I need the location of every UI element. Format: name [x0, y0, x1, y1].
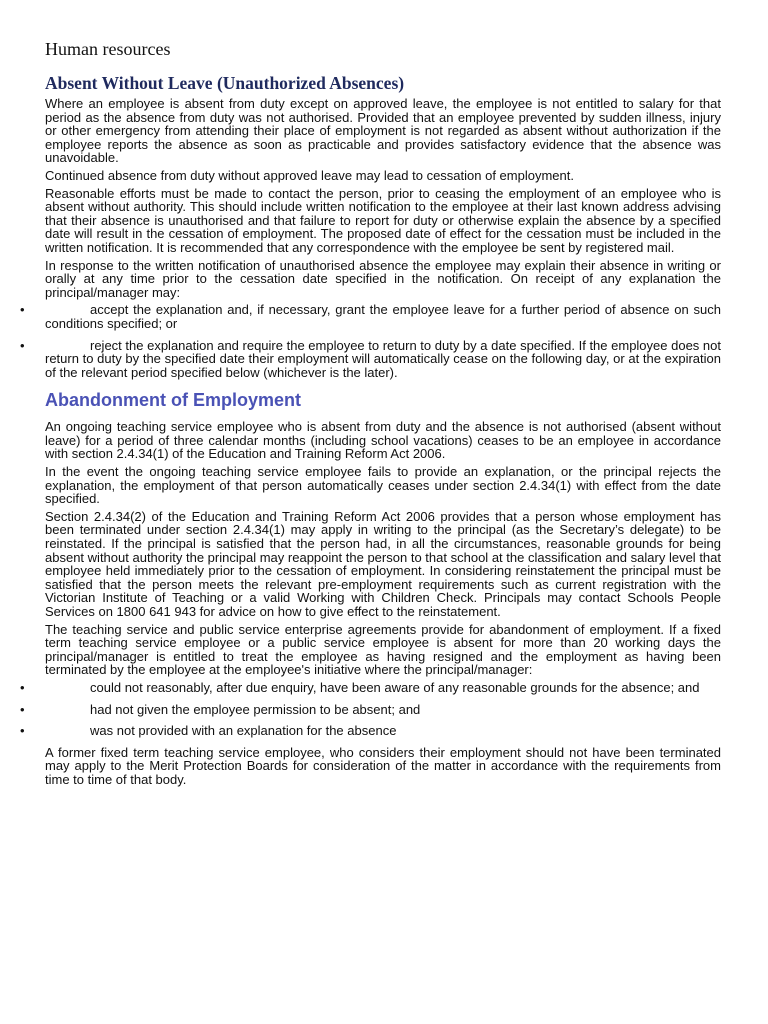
list-item: • accept the explanation and, if necessary, grant the employee leave for a further period of absence on such conditions specified; or: [20, 302, 721, 331]
list-item: • could not reasonably, after due enquiry, have been aware of any reasonable grounds for the absence; and: [20, 679, 700, 695]
bullet-icon: •: [20, 701, 25, 717]
list-item: • had not given the employee permission to be absent; and: [20, 701, 421, 717]
list-item: • was not provided with an explanation for the absence: [20, 723, 397, 739]
bullet-icon: •: [20, 679, 25, 695]
paragraph: An ongoing teaching service employee who is absent from duty and the absence is not authorised (absent without leave) for a period of three calendar months (including school vacations) ceases to be an employee in accordance with section 2.4.34(1) of the Education and Training Reform Act 2006.: [45, 419, 721, 462]
page-title: Human resources: [45, 39, 171, 59]
paragraph: Where an employee is absent from duty except on approved leave, the employee is not entitled to salary for that period as the absence from duty was not authorised. Provided that an employee prevented by sudden illness, injury or other emergency from attending their place of employment is not regarded as absent without authorization if the employee reports the absence as soon as practicable and provides satisfactory evidence that the absence was unavoidable.: [45, 96, 721, 166]
paragraph: Section 2.4.34(2) of the Education and Training Reform Act 2006 provides that a person whose employment has been terminated under section 2.4.34(1) may apply in writing to the principal (as the Secretary’s delegate) to be reinstated. If the principal is satisfied that the person had, in all the circumstances, reasonable grounds for being absent without authority the principal may reappoint the person to that school at the classification and salary level that employee held immediately prior to the cessation of employment. In considering reinstatement the principal must be satisfied that the person meets the relevant pre-employment requirements such as current registration with the Victorian Institute of Teaching or a valid Working with Children Check. Principals may contact Schools People Services on 1800 641 943 for advice on how to give effect to the reinstatement.: [45, 508, 721, 619]
bullet-icon: •: [20, 723, 25, 739]
section-heading-absent-without-leave: Absent Without Leave (Unauthorized Absences): [45, 73, 405, 93]
paragraph: In response to the written notification of unauthorised absence the employee may explain their absence in writing or orally at any time prior to the cessation date specified in the notification. On receipt of any explanation the principal/manager may:: [45, 257, 721, 300]
bullet-list: [20, 679, 721, 739]
bullet-icon: •: [20, 337, 25, 353]
section-heading-abandonment: Abandonment of Employment: [45, 390, 301, 411]
bullet-list: [20, 302, 721, 380]
paragraph: A former fixed term teaching service employee, who considers their employment should not have been terminated may apply to the Merit Protection Boards for consideration of the matter in accordance with the requirements from time to time of that body.: [45, 744, 721, 787]
list-item: • reject the explanation and require the employee to return to duty by a date specified. If the employee does not return to duty by the specified date their employment will automatically cease on the following day, or at the expiration of the relevant period specified below (whichever is the later).: [20, 337, 721, 380]
paragraph: Reasonable efforts must be made to contact the person, prior to ceasing the employment of an employee who is absent without authority. This should include written notification to the employee at their last known address advising that their absence is unauthorised and that failure to report for duty or otherwise explain the absence by a specified date will result in the cessation of employment. The proposed date of effect for the cessation must be included in the written notification. It is recommended that any correspondence with the employee be sent by registered mail.: [45, 185, 721, 255]
paragraph: The teaching service and public service enterprise agreements provide for abandonment of employment. If a fixed term teaching service employee or a public service employee is absent for more than 20 working days the principal/manager is entitled to treat the employee as having resigned and the employment as having been terminated by the employee at the employee's initiative where the principal/manager:: [45, 621, 721, 678]
bullet-icon: •: [20, 302, 25, 318]
document-page: [20, 38, 721, 791]
paragraph: In the event the ongoing teaching service employee fails to provide an explanation, or the principal rejects the explanation, the employment of that person automatically ceases under section 2.4.34(1) with effect from the date specified.: [45, 464, 721, 507]
paragraph: Continued absence from duty without approved leave may lead to cessation of employment.: [45, 167, 574, 183]
